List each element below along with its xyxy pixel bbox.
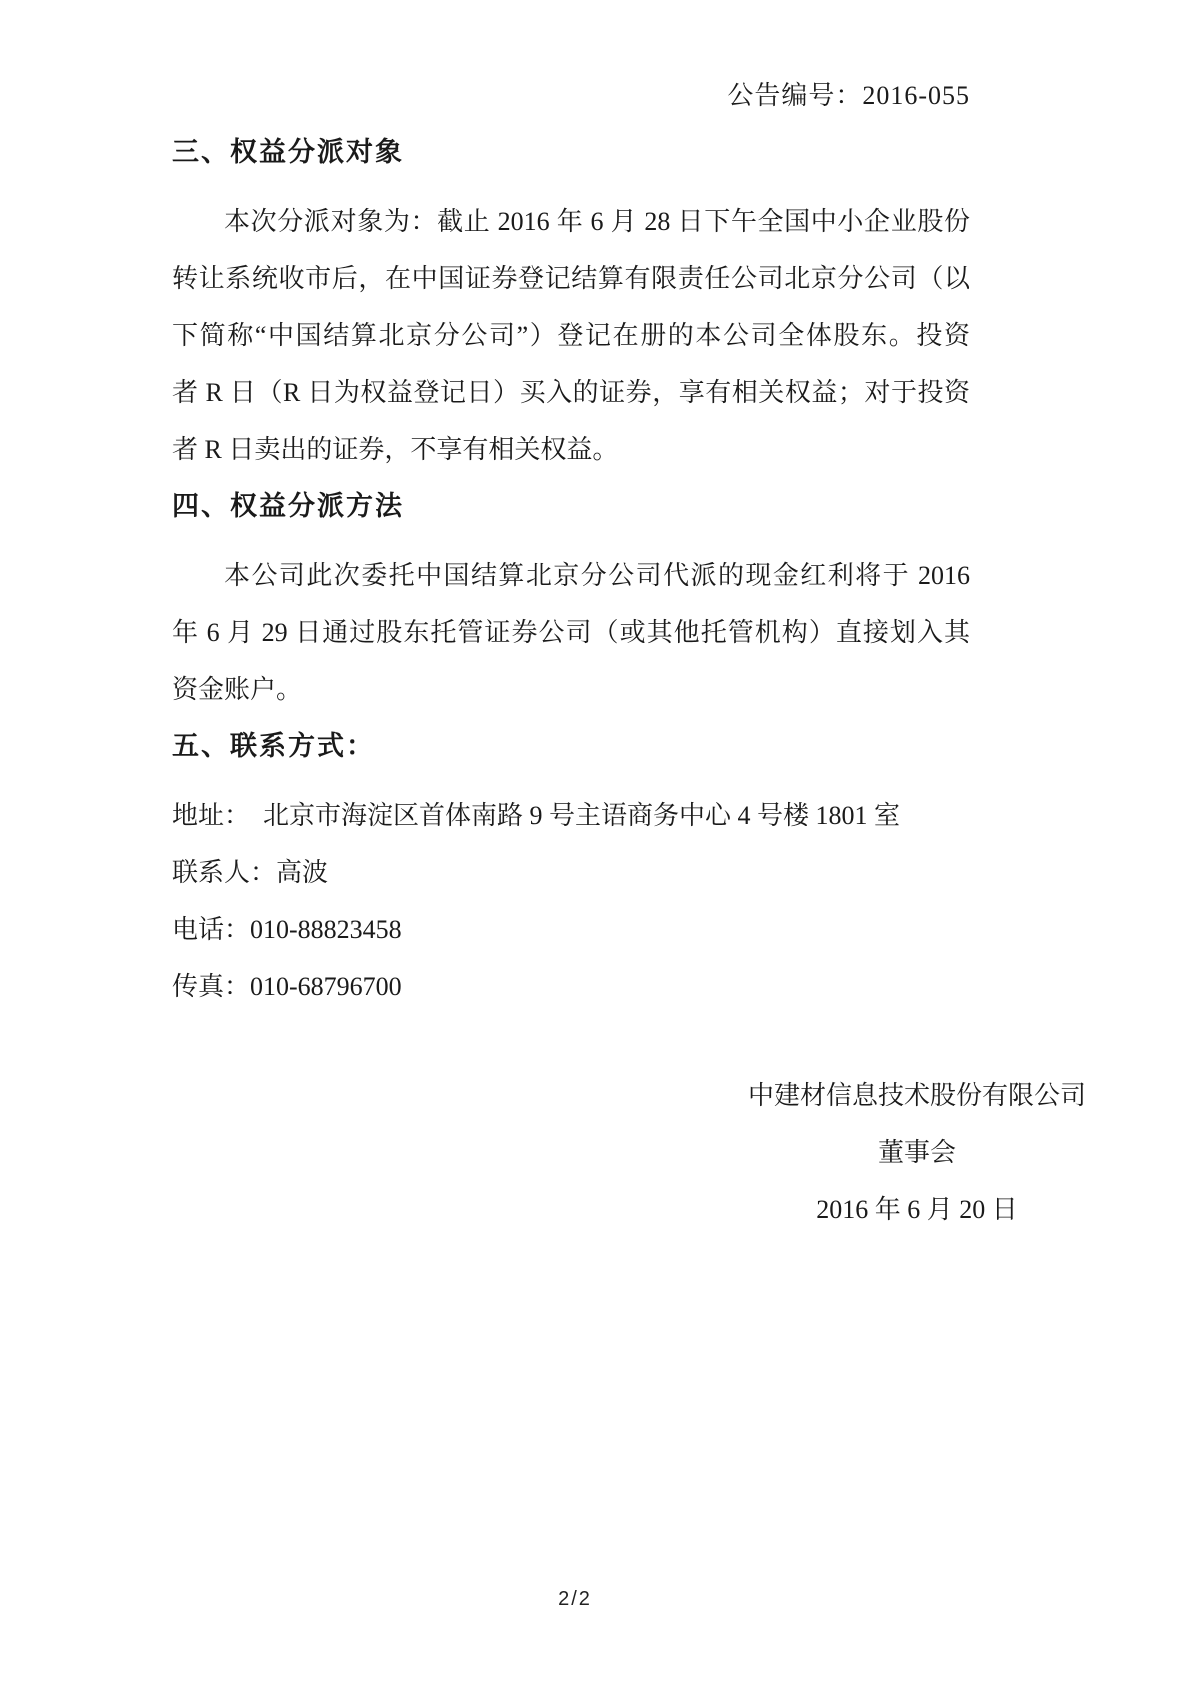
signature-company: 中建材信息技术股份有限公司 [747,1081,1086,1110]
contact-address-line: 地址： 北京市海淀区首体南路 9 号主语商务中心 4 号楼 1801 室 [172,801,901,830]
section-4-paragraph [172,547,970,718]
signature-block [707,1067,1127,1238]
section-4-heading: 四、权益分派方法 [172,491,404,521]
doc-number: 公告编号：2016-055 [727,81,970,110]
paragraph-line: 者 R 日卖出的证券，不享有相关权益。 [172,435,619,464]
contact-block [172,787,970,1015]
page-number: 2/2 [558,1588,592,1610]
section-5-heading: 五、联系方式： [172,731,375,761]
paragraph-line: 年 6 月 29 日通过股东托管证券公司（或其他托管机构）直接划入其 [172,618,970,647]
signature-date: 2016 年 6 月 20 日 [816,1195,1018,1224]
contact-person-line: 联系人：高波 [172,858,329,887]
paragraph-line: 转让系统收市后，在中国证券登记结算有限责任公司北京分公司（以 [172,264,970,293]
paragraph-line: 下简称“中国结算北京分公司”）登记在册的本公司全体股东。投资 [172,321,970,350]
section-3-paragraph [172,193,970,478]
contact-fax-line: 传真：010-68796700 [172,972,402,1001]
paragraph-line: 者 R 日（R 日为权益登记日）买入的证券，享有相关权益；对于投资 [172,378,970,407]
paragraph-line: 本公司此次委托中国结算北京分公司代派的现金红利将于 2016 [224,561,970,590]
signature-board: 董事会 [877,1138,956,1167]
section-3-heading: 三、权益分派对象 [172,137,404,167]
contact-phone-line: 电话：010-88823458 [172,915,402,944]
paragraph-line: 本次分派对象为：截止 2016 年 6 月 28 日下午全国中小企业股份 [224,207,970,236]
paragraph-line: 资金账户。 [172,675,303,704]
